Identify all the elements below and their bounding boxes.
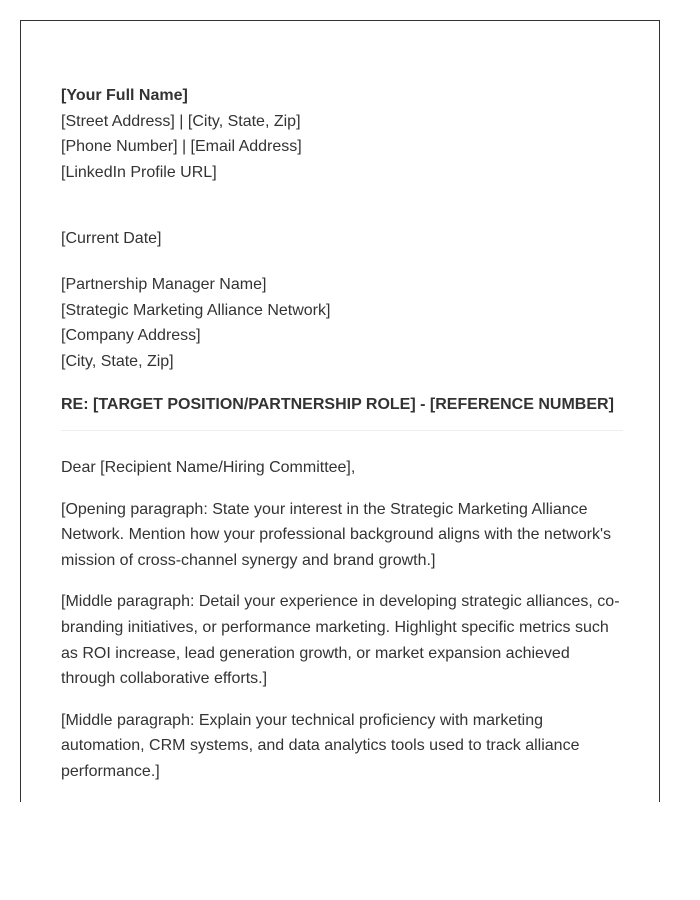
opening-paragraph: [Opening paragraph: State your interest in the Strategic Marketing Alliance Network. Mention how your professional background aligns with the network's mission of cross-channel synergy and brand growth.]	[61, 500, 611, 569]
letter-content	[61, 83, 623, 800]
sender-address: [Street Address] | [City, State, Zip]	[61, 112, 301, 130]
sender-linkedin: [LinkedIn Profile URL]	[61, 163, 217, 181]
recipient-address: [Company Address]	[61, 327, 201, 345]
letter-date: [Current Date]	[61, 230, 162, 248]
sender-block	[61, 83, 623, 185]
subject-line: RE: [TARGET POSITION/PARTNERSHIP ROLE] - [REFERENCE NUMBER]	[61, 392, 623, 431]
date-block	[61, 226, 623, 252]
recipient-name: [Partnership Manager Name]	[61, 275, 267, 293]
middle-paragraph-experience: [Middle paragraph: Detail your experience in developing strategic alliances, co-branding initiatives, or performance marketing. Highlight specific metrics such as ROI increase, lead generation growth, or market expansion achieved through collaborative efforts.]	[61, 593, 620, 688]
salutation: Dear [Recipient Name/Hiring Committee],	[61, 458, 356, 476]
recipient-organization: [Strategic Marketing Alliance Network]	[61, 301, 331, 319]
sender-contact: [Phone Number] | [Email Address]	[61, 138, 302, 156]
middle-paragraph-technical: [Middle paragraph: Explain your technical proficiency with marketing automation, CRM systems, and data analytics tools used to track alliance performance.]	[61, 711, 580, 780]
letter-page	[20, 20, 660, 802]
sender-name: [Your Full Name]	[61, 87, 188, 104]
recipient-city: [City, State, Zip]	[61, 352, 174, 370]
recipient-block	[61, 272, 623, 374]
